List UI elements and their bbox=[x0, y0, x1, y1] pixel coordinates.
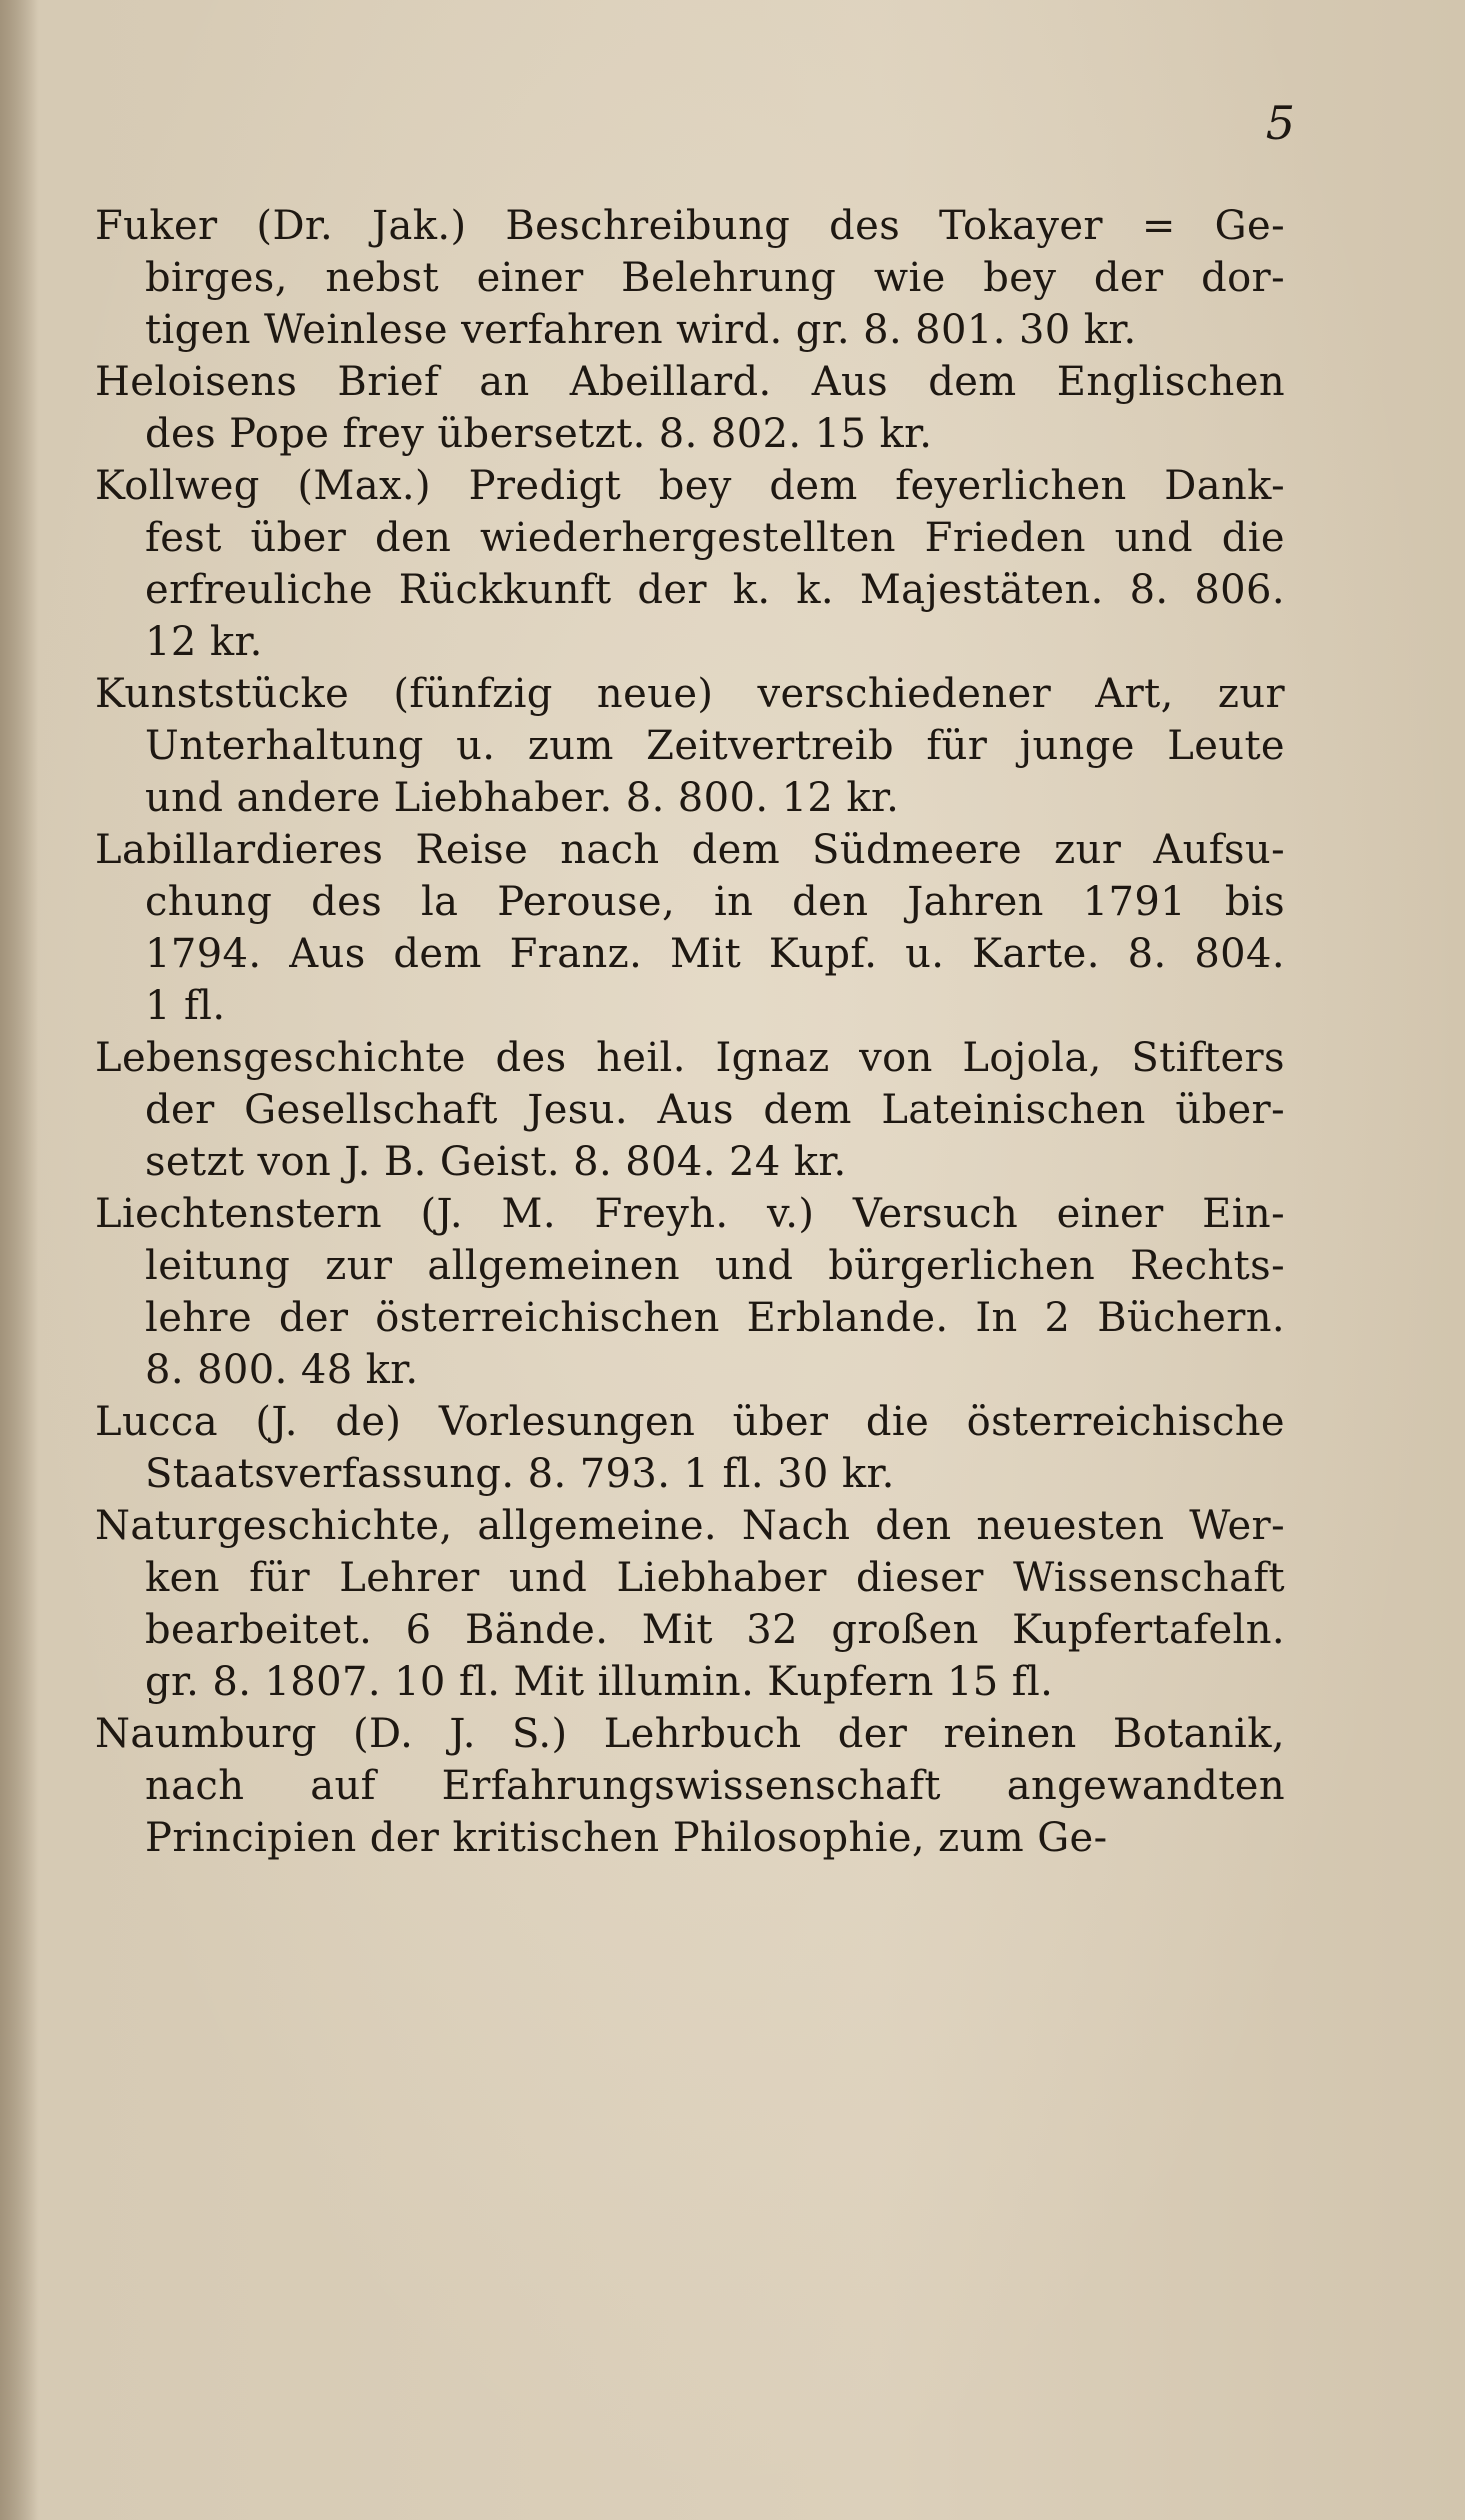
entry-continuation-line: leitung zur allgemeinen und bürgerlichen Rechts- bbox=[145, 1243, 1285, 1289]
catalog-entry bbox=[95, 460, 1285, 668]
entry-continuation-line: der Gesellschaft Jesu. Aus dem Lateinischen über- bbox=[145, 1087, 1285, 1133]
entry-continuation-line: 1794. Aus dem Franz. Mit Kupf. u. Karte. 8. 804. bbox=[145, 931, 1285, 977]
entry-continuation-line: nach auf Erfahrungswissenschaft angewandten bbox=[145, 1763, 1285, 1809]
entry-heading-line: Heloisens Brief an Abeillard. Aus dem Englischen bbox=[95, 359, 1285, 405]
entry-continuation-line: des Pope frey übersetzt. 8. 802. 15 kr. bbox=[145, 411, 933, 457]
catalog-entry bbox=[95, 1032, 1285, 1188]
entry-continuation-line: 1 fl. bbox=[145, 983, 226, 1029]
catalog-entry bbox=[95, 200, 1285, 356]
entry-continuation-line: und andere Liebhaber. 8. 800. 12 kr. bbox=[145, 775, 900, 821]
entry-continuation-line: lehre der österreichischen Erblande. In 2 Büchern. bbox=[145, 1295, 1285, 1341]
entry-heading-line: Lucca (J. de) Vorlesungen über die österreichische bbox=[95, 1399, 1285, 1445]
entry-continuation-line: Unterhaltung u. zum Zeitvertreib für junge Leute bbox=[145, 723, 1285, 769]
catalog-entry bbox=[95, 1708, 1285, 1864]
entry-heading-line: Liechtenstern (J. M. Freyh. v.) Versuch einer Ein- bbox=[95, 1191, 1285, 1237]
page-number: 5 bbox=[1265, 96, 1295, 150]
entry-heading-line: Naturgeschichte, allgemeine. Nach den neuesten Wer- bbox=[95, 1503, 1285, 1549]
entry-continuation-line: bearbeitet. 6 Bände. Mit 32 großen Kupfertafeln. bbox=[145, 1607, 1285, 1653]
catalog-entry bbox=[95, 356, 1285, 460]
entry-continuation-line: ken für Lehrer und Liebhaber dieser Wissenschaft bbox=[145, 1555, 1285, 1601]
entry-continuation-line: 12 kr. bbox=[145, 619, 263, 665]
entry-heading-line: Kunststücke (fünfzig neue) verschiedener Art, zur bbox=[95, 671, 1285, 717]
catalog-entry bbox=[95, 1188, 1285, 1396]
catalog-entry bbox=[95, 1500, 1285, 1708]
entry-continuation-line: birges, nebst einer Belehrung wie bey der dor- bbox=[145, 255, 1285, 301]
entry-heading-line: Labillardieres Reise nach dem Südmeere zur Aufsu- bbox=[95, 827, 1285, 873]
entry-continuation-line: erfreuliche Rückkunft der k. k. Majestäten. 8. 806. bbox=[145, 567, 1285, 613]
catalog-listing bbox=[95, 200, 1285, 1864]
entry-continuation-line: setzt von J. B. Geist. 8. 804. 24 kr. bbox=[145, 1139, 847, 1185]
entry-continuation-line: tigen Weinlese verfahren wird. gr. 8. 801. 30 kr. bbox=[145, 307, 1137, 353]
entry-continuation-line: Principien der kritischen Philosophie, zum Ge- bbox=[145, 1815, 1108, 1861]
entry-continuation-line: chung des la Perouse, in den Jahren 1791 bis bbox=[145, 879, 1285, 925]
entry-heading-line: Fuker (Dr. Jak.) Beschreibung des Tokayer = Ge- bbox=[95, 203, 1285, 249]
entry-heading-line: Kollweg (Max.) Predigt bey dem feyerlichen Dank- bbox=[95, 463, 1285, 509]
catalog-entry bbox=[95, 824, 1285, 1032]
catalog-entry bbox=[95, 668, 1285, 824]
entry-continuation-line: fest über den wiederhergestellten Frieden und die bbox=[145, 515, 1285, 561]
catalog-entry bbox=[95, 1396, 1285, 1500]
entry-continuation-line: gr. 8. 1807. 10 fl. Mit illumin. Kupfern 15 fl. bbox=[145, 1659, 1054, 1705]
entry-heading-line: Lebensgeschichte des heil. Ignaz von Lojola, Stifters bbox=[95, 1035, 1285, 1081]
entry-continuation-line: Staatsverfassung. 8. 793. 1 fl. 30 kr. bbox=[145, 1451, 895, 1497]
page-gutter-shadow bbox=[0, 0, 38, 2520]
entry-continuation-line: 8. 800. 48 kr. bbox=[145, 1347, 419, 1393]
entry-heading-line: Naumburg (D. J. S.) Lehrbuch der reinen Botanik, bbox=[95, 1711, 1285, 1757]
